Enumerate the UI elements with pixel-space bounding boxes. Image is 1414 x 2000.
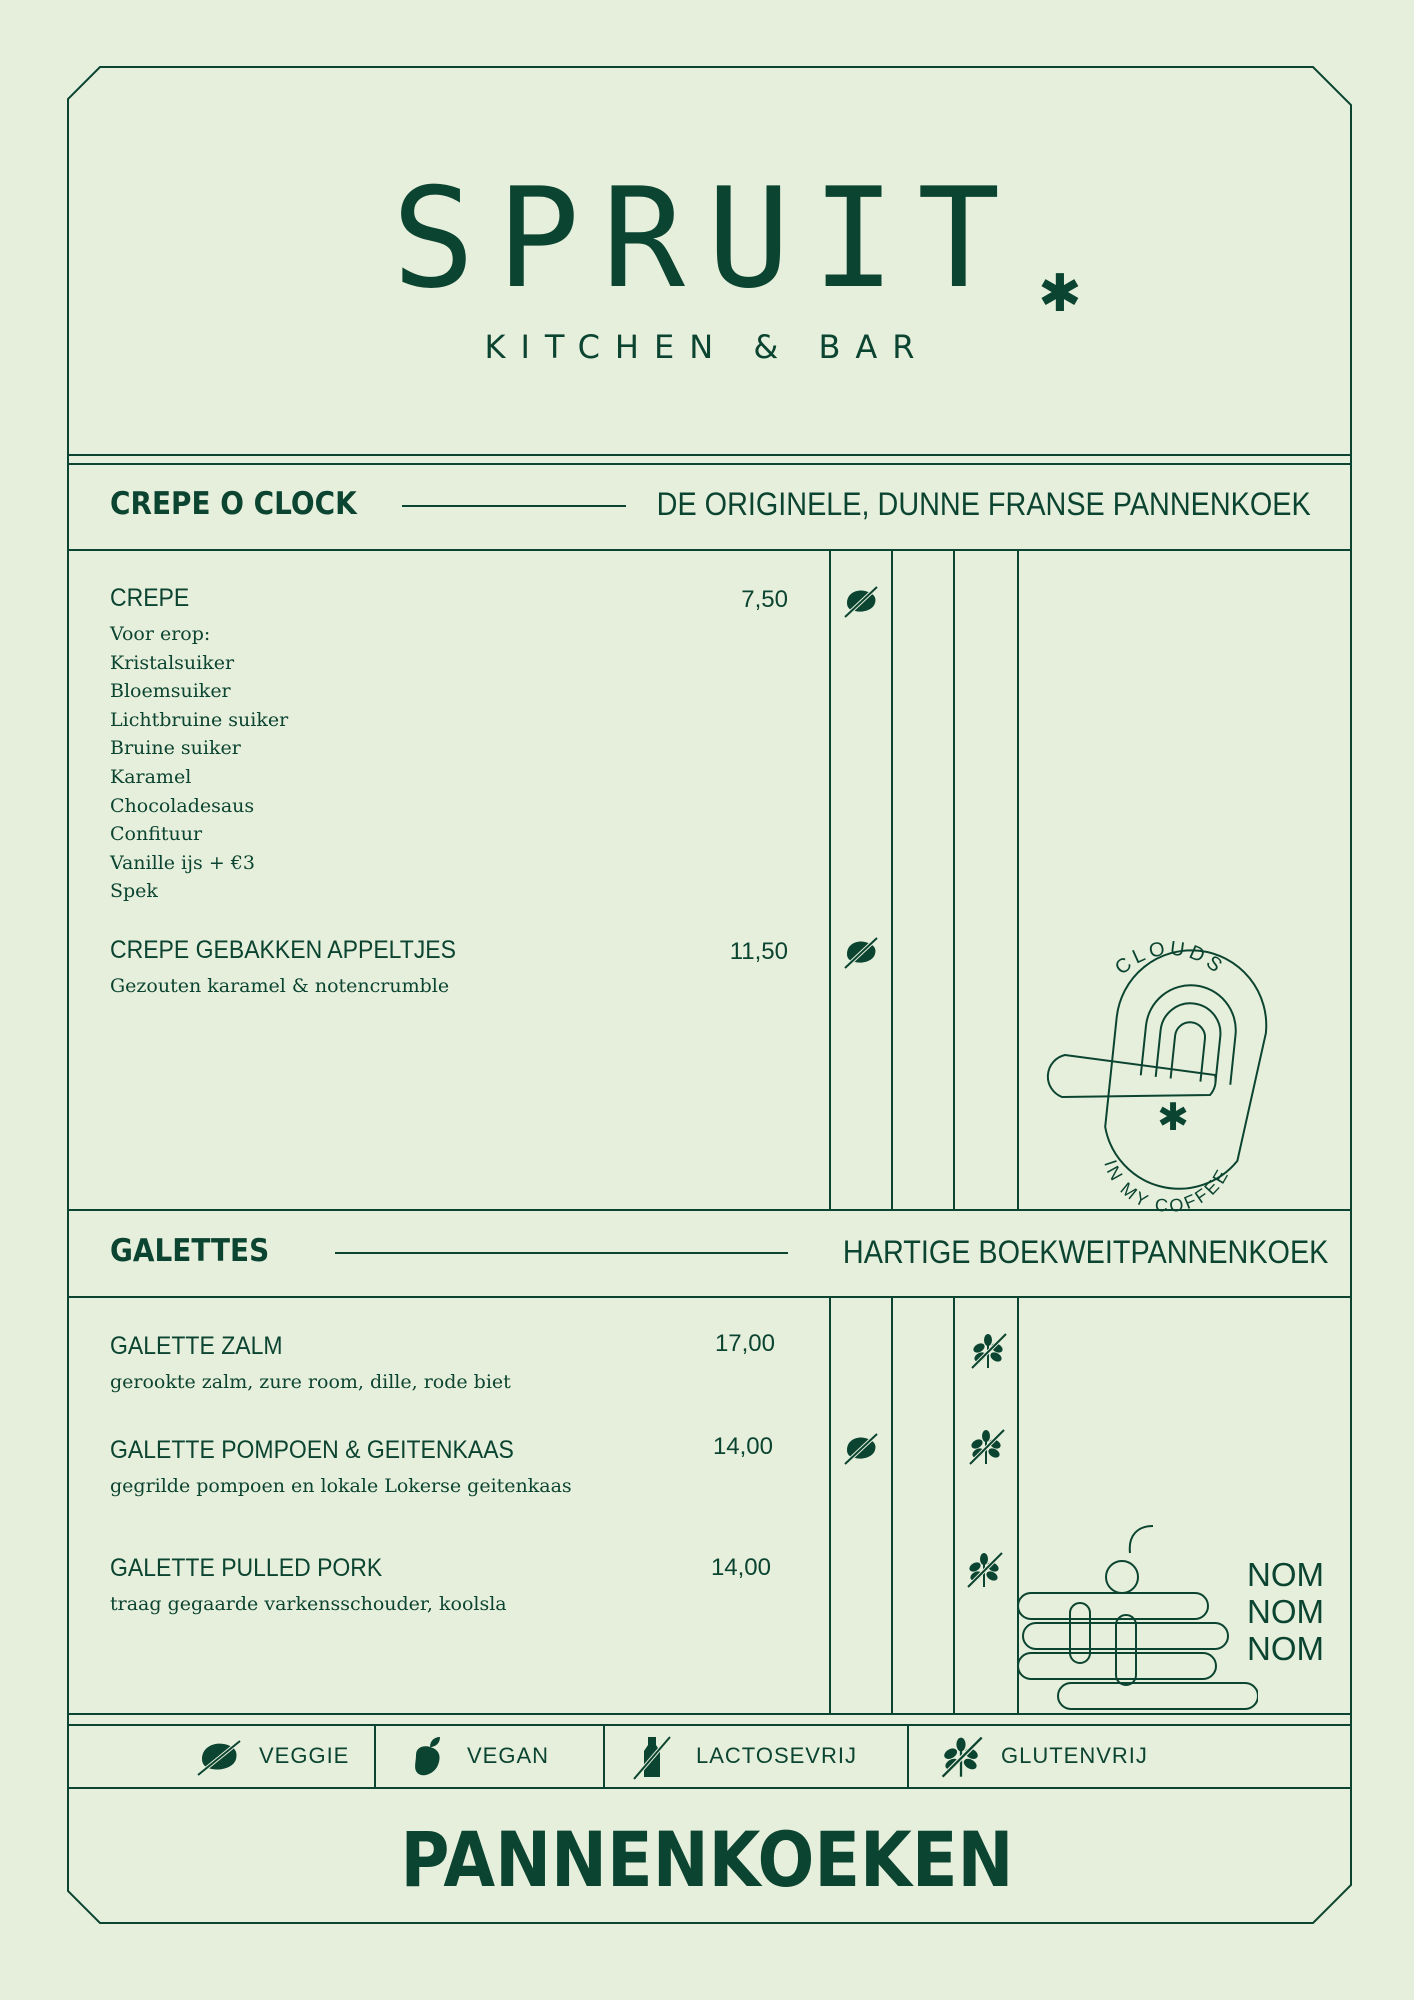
menu-item-price: 14,00 [712,1433,773,1460]
legend-label-vegan: VEGAN [467,1743,550,1768]
stamp-bottom-text: IN MY COFFEE [1100,1157,1234,1215]
pancake-stack-illustration [1018,1525,1258,1715]
menu-item-price: 14,00 [710,1554,771,1581]
menu-item-name: GALETTE PULLED PORK [110,1554,383,1582]
menu-item-description: gerookte zalm, zure room, dille, rode biet [110,1371,511,1393]
logo-wordmark: SPRUIT [391,158,1023,319]
veggie-icon [843,1430,879,1466]
clouds-coffee-stamp [1040,925,1290,1215]
menu-item-description: Gezouten karamel & notencrumble [110,975,450,997]
vegan-icon [410,1735,446,1779]
menu-item-description: traag gegaarde varkensschouder, koolsla [110,1593,507,1615]
nom-line: NOM [1247,1593,1324,1630]
footer-title: PANNENKOEKEN [400,1815,1014,1904]
section-subtitle-galettes: HARTIGE BOEKWEITPANNENKOEK [842,1234,1328,1270]
glutenfree-icon [938,1733,984,1779]
section-title-galettes: GALETTES [110,1233,270,1269]
svg-text:IN MY COFFEE [1100,1157,1233,1215]
menu-item-name: GALETTE POMPOEN & GEITENKAAS [110,1436,514,1464]
legend-label-veggie: VEGGIE [259,1743,350,1768]
svg-text:✱: ✱ [1157,1095,1189,1139]
menu-item-name: CREPE GEBAKKEN APPELTJES [110,936,456,964]
veggie-icon [843,583,879,619]
legend-label-lactosefree: LACTOSEVRIJ [696,1743,857,1768]
nom-text [1247,1556,1324,1667]
menu-item-price: 7,50 [741,586,788,613]
menu-item-price: 11,50 [729,938,788,965]
nom-line: NOM [1247,1630,1324,1667]
legend-label-glutenfree: GLUTENVRIJ [1001,1743,1148,1768]
menu-item-name: CREPE [110,584,190,612]
veggie-icon [196,1737,242,1777]
veggie-icon [843,934,879,970]
menu-item-price: 17,00 [714,1330,775,1357]
menu-item-description: gegrilde pompoen en lokale Lokerse geitenkaas [110,1475,572,1497]
nom-line: NOM [1247,1556,1324,1593]
glutenfree-icon [966,1426,1006,1466]
svg-text:CLOUDS [1111,937,1229,979]
section-subtitle-crepe: DE ORIGINELE, DUNNE FRANSE PANNENKOEK [657,486,1311,522]
logo-subtitle: KITCHEN & BAR [484,328,930,366]
glutenfree-icon [964,1549,1004,1589]
menu-item-name: GALETTE ZALM [110,1332,283,1360]
asterisk-icon: ✱ [1038,264,1082,324]
glutenfree-icon [968,1330,1008,1370]
section-title-crepe: CREPE O CLOCK [110,486,357,522]
lactosefree-icon [632,1733,672,1781]
menu-item-description: Voor erop: Kristalsuiker Bloemsuiker Lichtbruine suiker Bruine suiker Karamel Chocoladesaus Confituur Vanille ijs + €3 Spek [110,623,289,903]
stamp-top-text: CLOUDS [1110,937,1230,980]
